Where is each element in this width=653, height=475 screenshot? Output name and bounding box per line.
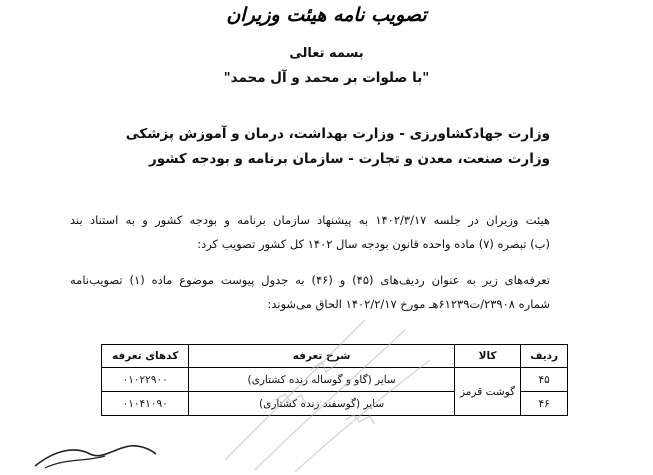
description-cell: سایر (گوسفند زنده کشتاری) xyxy=(189,392,454,416)
header-description: شرح تعرفه xyxy=(189,345,454,368)
bismillah-heading: بسمه تعالی xyxy=(289,46,364,61)
row-number-cell: ۴۵ xyxy=(521,368,568,392)
tariff-table xyxy=(101,344,568,416)
signature-scribble xyxy=(30,440,160,470)
tariff-code-cell: ۰۱۰۴۱۰۹۰ xyxy=(102,392,189,416)
header-tariff-code: کدهای تعرفه xyxy=(102,345,189,368)
goods-cell: گوشت قرمز xyxy=(454,368,520,416)
description-cell: سایر (گاو و گوساله زنده کشتاری) xyxy=(189,368,454,392)
recipients-line-2: وزارت صنعت، معدن و تجارت - سازمان برنامه و بودجه کشور xyxy=(148,151,550,167)
recipients-line-1: وزارت جهادکشاورزی - وزارت بهداشت، درمان و آموزش پزشکی xyxy=(125,126,550,142)
table-row xyxy=(102,368,568,392)
table-header-row xyxy=(102,345,568,368)
paragraph-1-line-2: (ب) تبصره (۷) ماده واحده قانون بودجه سال ۱۴۰۲ کل کشور تصویب کرد: xyxy=(197,237,550,251)
paragraph-2-line-2: شماره ۲۳۹۰۸/ت۶۱۲۳۹هـ مورخ ۱۴۰۲/۲/۱۷ الحاق می‌شوند: xyxy=(267,297,550,311)
salawat-line: "با صلوات بر محمد و آل محمد" xyxy=(223,70,430,86)
header-goods: کالا xyxy=(454,345,520,368)
paragraph-1-line-1: هیئت وزیران در جلسه ۱۴۰۲/۳/۱۷ به پیشنهاد سازمان برنامه و بودجه کشور و به استناد بند xyxy=(70,213,550,227)
paragraph-2-line-1: تعرفه‌های زیر به عنوان ردیف‌های (۴۵) و (۴۶) به جدول پیوست موضوع ماده (۱) تصویب‌نامه xyxy=(70,273,550,287)
tariff-code-cell: ۰۱۰۲۲۹۰۰ xyxy=(102,368,189,392)
row-number-cell: ۴۶ xyxy=(521,392,568,416)
document-title: تصویب نامه هیئت وزیران xyxy=(226,4,427,26)
header-row-number: ردیف xyxy=(521,345,568,368)
